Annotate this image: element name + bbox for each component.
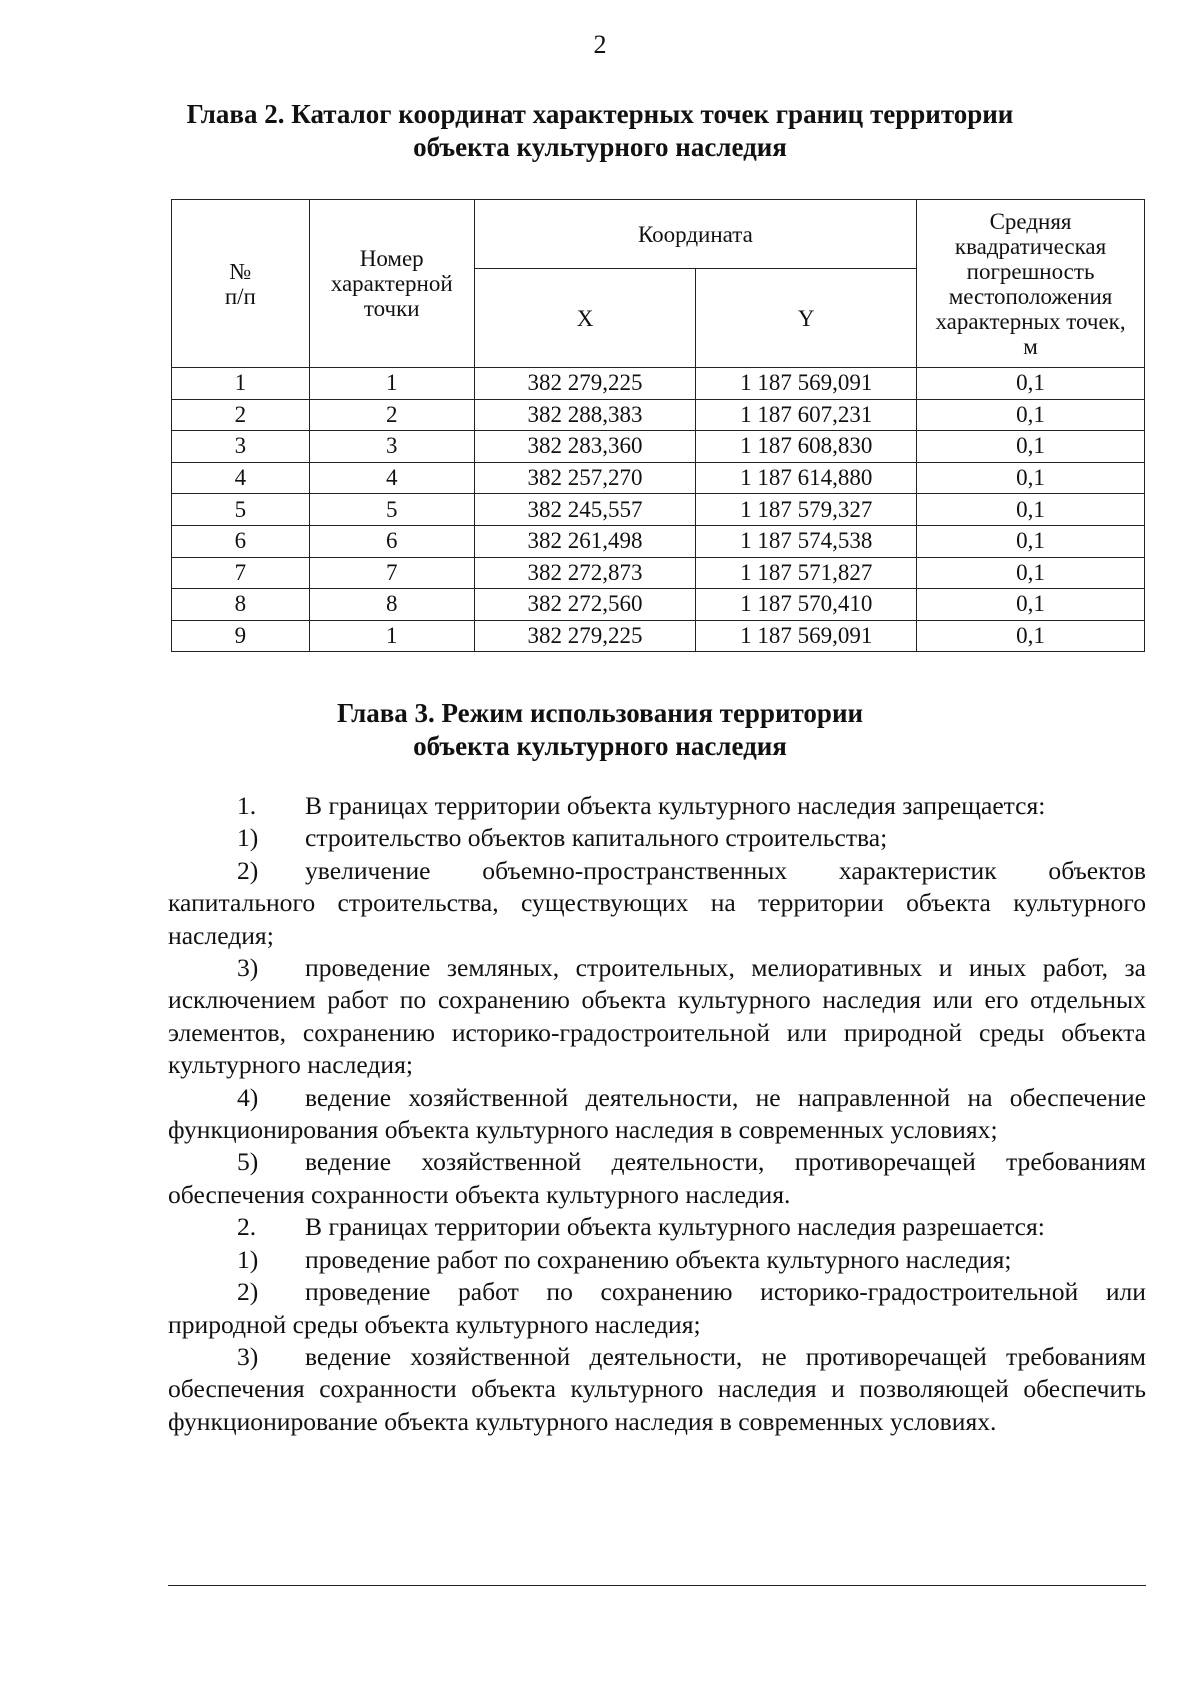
point-number: 6	[309, 525, 474, 557]
coord-x: 382 283,360	[474, 431, 696, 463]
row-number: 2	[172, 399, 310, 431]
table-row	[172, 462, 1145, 494]
chapter-2-title-line-1: Глава 2. Каталог координат характерных точек границ территории	[186, 99, 1014, 129]
paragraph-text: увеличение объемно-пространственных характеристик объектов капитального строительства, существующих на территории объекта культурного наследия;	[168, 855, 1146, 950]
paragraph-number: 1)	[237, 1244, 259, 1274]
paragraph	[168, 1211, 1146, 1243]
paragraph-text: ведение хозяйственной деятельности, не противоречащей требованиям обеспечения сохранности объекта культурного наследия и позволяющей обеспечить функционирование объекта культурного наследия в современных условиях.	[168, 1341, 1146, 1436]
header-x: X	[474, 269, 696, 368]
error-value: 0,1	[917, 462, 1145, 494]
error-value: 0,1	[917, 494, 1145, 526]
paragraph-number: 3)	[237, 1341, 259, 1371]
chapter-2-title	[0, 98, 1200, 164]
header-point: Номер характерной точки	[309, 200, 474, 368]
paragraph-number: 3)	[237, 953, 259, 983]
row-number: 9	[172, 620, 310, 652]
paragraph-number: 1.	[237, 791, 257, 820]
header-number-line-2: п/п	[224, 283, 256, 309]
coordinates-table	[171, 199, 1145, 652]
chapter-3-title-line-2: объекта культурного наследия	[413, 731, 787, 761]
bottom-divider	[168, 1585, 1146, 1586]
header-error-text: Средняя квадратическая погрешность местоположения характерных точек,	[935, 208, 1126, 334]
paragraph	[168, 1341, 1146, 1438]
row-number: 3	[172, 431, 310, 463]
error-value: 0,1	[917, 368, 1145, 400]
paragraph-text: В границах территории объекта культурного наследия разрешается:	[305, 1212, 1045, 1242]
chapter-3-title	[0, 697, 1200, 763]
table-row	[172, 368, 1145, 400]
paragraph	[168, 1146, 1146, 1211]
row-number: 4	[172, 462, 310, 494]
table-row	[172, 589, 1145, 621]
table-header-row	[172, 200, 1145, 269]
coord-y: 1 187 569,091	[696, 368, 917, 400]
coordinates-table-body	[172, 368, 1145, 652]
header-error-unit: м	[1023, 333, 1038, 359]
row-number: 5	[172, 494, 310, 526]
coord-x: 382 279,225	[474, 368, 696, 400]
table-row	[172, 557, 1145, 589]
coord-x: 382 272,560	[474, 589, 696, 621]
paragraph-number: 1)	[237, 823, 259, 853]
paragraph-text: строительство объектов капитального строительства;	[305, 823, 888, 853]
table-row	[172, 620, 1145, 652]
chapter-3-body	[168, 790, 1146, 1438]
point-number: 1	[309, 620, 474, 652]
paragraph	[168, 1244, 1146, 1276]
table-row	[172, 431, 1145, 463]
row-number: 7	[172, 557, 310, 589]
header-coordinate: Координата	[474, 200, 916, 269]
point-number: 2	[309, 399, 474, 431]
header-number	[172, 200, 310, 368]
row-number: 6	[172, 525, 310, 557]
paragraph-text: проведение земляных, строительных, мелиоративных и иных работ, за исключением работ по сохранению объекта культурного наследия или его отдельных элементов, сохранению историко-градостроительной или природной среды объекта культурного наследия;	[168, 953, 1146, 1080]
coord-y: 1 187 574,538	[696, 525, 917, 557]
paragraph	[168, 790, 1146, 822]
coord-y: 1 187 570,410	[696, 589, 917, 621]
row-number: 8	[172, 589, 310, 621]
point-number: 1	[309, 368, 474, 400]
error-value: 0,1	[917, 525, 1145, 557]
coord-y: 1 187 571,827	[696, 557, 917, 589]
row-number: 1	[172, 368, 310, 400]
paragraph-number: 4)	[237, 1082, 259, 1112]
coord-x: 382 272,873	[474, 557, 696, 589]
chapter-2-title-line-2: объекта культурного наследия	[413, 132, 787, 162]
paragraph-number: 2.	[237, 1212, 257, 1242]
coord-x: 382 257,270	[474, 462, 696, 494]
paragraph-text: проведение работ по сохранению историко-градостроительной или природной среды объекта культурного наследия;	[168, 1277, 1146, 1339]
paragraph-number: 2)	[237, 1277, 259, 1307]
paragraph-text: проведение работ по сохранению объекта культурного наследия;	[305, 1244, 1012, 1274]
coord-x: 382 261,498	[474, 525, 696, 557]
table-row	[172, 494, 1145, 526]
coord-y: 1 187 607,231	[696, 399, 917, 431]
chapter-3-title-line-1: Глава 3. Режим использования территории	[336, 698, 864, 728]
header-y: Y	[696, 269, 917, 368]
paragraph-number: 2)	[237, 855, 259, 885]
header-error	[917, 200, 1145, 368]
header-number-line-1: №	[229, 258, 252, 284]
error-value: 0,1	[917, 399, 1145, 431]
coord-y: 1 187 608,830	[696, 431, 917, 463]
point-number: 7	[309, 557, 474, 589]
paragraph-text: ведение хозяйственной деятельности, не направленной на обеспечение функционирования объекта культурного наследия в современных условиях;	[168, 1082, 1146, 1145]
coord-x: 382 279,225	[474, 620, 696, 652]
paragraph	[168, 855, 1146, 952]
paragraph	[168, 1276, 1146, 1341]
page-number: 2	[593, 30, 607, 59]
error-value: 0,1	[917, 620, 1145, 652]
point-number: 4	[309, 462, 474, 494]
paragraph-text: ведение хозяйственной деятельности, противоречащей требованиям обеспечения сохранности объекта культурного наследия.	[168, 1147, 1146, 1209]
table-row	[172, 399, 1145, 431]
paragraph-text: В границах территории объекта культурного наследия запрещается:	[305, 791, 1046, 820]
point-number: 5	[309, 494, 474, 526]
table-row	[172, 525, 1145, 557]
error-value: 0,1	[917, 589, 1145, 621]
point-number: 3	[309, 431, 474, 463]
coord-y: 1 187 569,091	[696, 620, 917, 652]
error-value: 0,1	[917, 557, 1145, 589]
coord-y: 1 187 579,327	[696, 494, 917, 526]
coord-y: 1 187 614,880	[696, 462, 917, 494]
paragraph	[168, 822, 1146, 854]
paragraph-number: 5)	[237, 1147, 259, 1177]
coord-x: 382 245,557	[474, 494, 696, 526]
paragraph	[168, 1082, 1146, 1147]
paragraph	[168, 952, 1146, 1082]
error-value: 0,1	[917, 431, 1145, 463]
coord-x: 382 288,383	[474, 399, 696, 431]
point-number: 8	[309, 589, 474, 621]
